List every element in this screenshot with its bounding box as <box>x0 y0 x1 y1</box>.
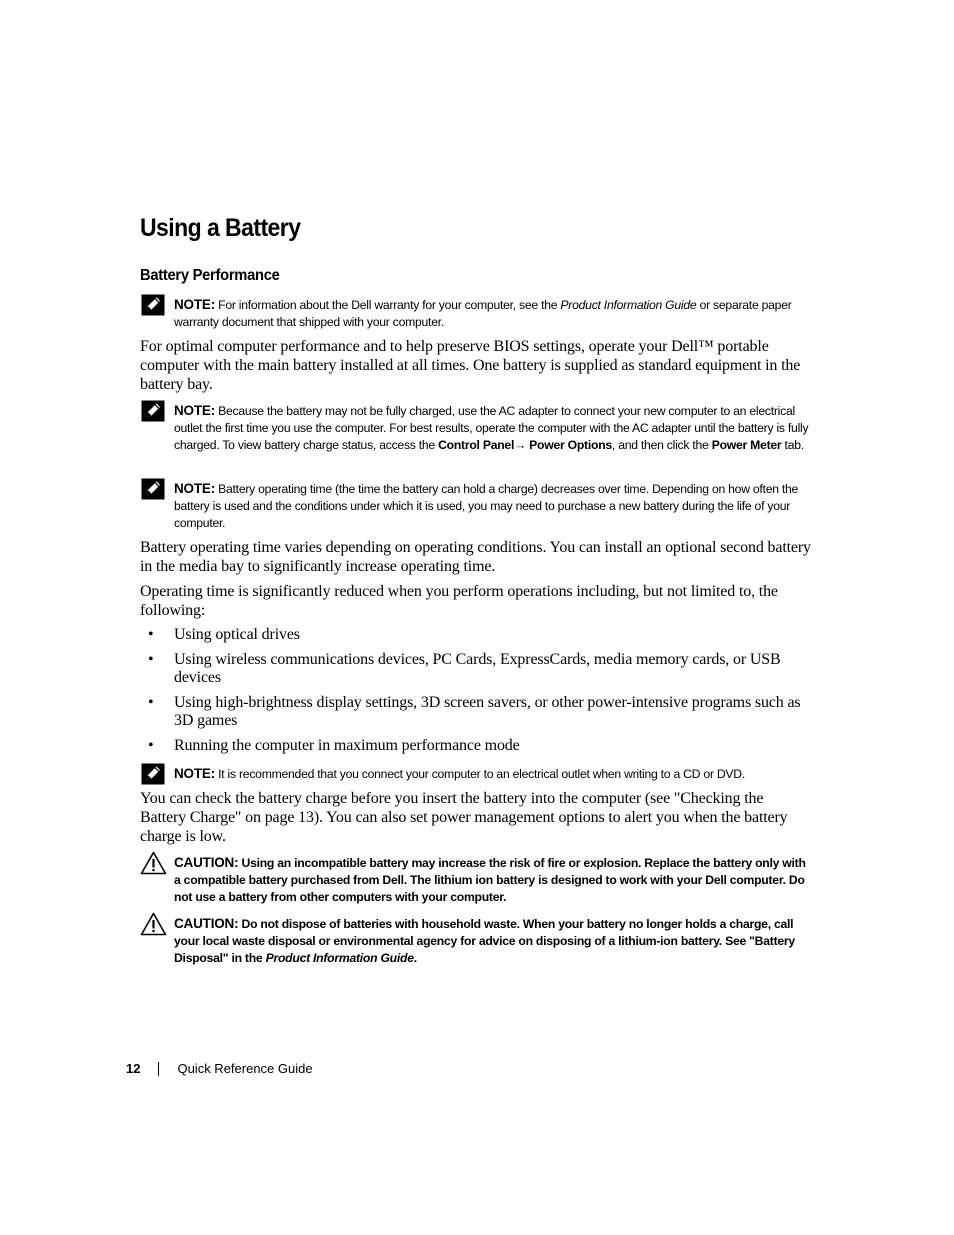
footer-divider <box>158 1062 159 1076</box>
section-heading: Battery Performance <box>140 267 280 284</box>
note-pencil-icon <box>141 294 165 316</box>
page-number: 12 <box>126 1061 141 1076</box>
note-pencil-icon <box>141 400 165 422</box>
caution-triangle-icon <box>140 912 167 936</box>
list-item: • Using high-brightness display settings, 3D screen savers, or other power-intensive programs such as 3D games <box>148 694 801 729</box>
list-item: • Using wireless communications devices, PC Cards, ExpressCards, media memory cards, or USB devices <box>148 651 781 686</box>
page-footer <box>126 1061 313 1076</box>
note-cd-dvd: NOTE: It is recommended that you connect your computer to an electrical outlet when writing to a CD or DVD. <box>174 766 745 781</box>
list-item: • Using optical drives <box>148 626 300 643</box>
power-intensive-list <box>148 626 816 755</box>
paragraph-optimal-performance: For optimal computer performance and to help preserve BIOS settings, operate your Dell™ portable computer with the main battery installed at all times. One battery is supplied as standard equipment in the battery bay. <box>140 338 801 393</box>
note-operating-time: NOTE: Battery operating time (the time the battery can hold a charge) decreases over time. Depending on how often the battery is used and the conditions under which it is used, you may need to purchase a new battery during the life of your computer. <box>174 481 799 530</box>
caution-triangle-icon <box>140 851 167 875</box>
note-label: NOTE: <box>174 403 215 418</box>
note-label: NOTE: <box>174 766 215 781</box>
note-pencil-icon <box>141 478 165 500</box>
paragraph-check-charge: You can check the battery charge before you insert the battery into the computer (see "Checking the Battery Charge" on page 13). You can also set power management options to alert you when the battery charge is low. <box>140 790 788 845</box>
paragraph-operating-time: Battery operating time varies depending on operating conditions. You can install an optional second battery in the media bay to significantly increase operating time. <box>140 539 811 575</box>
note-warranty: NOTE: For information about the Dell warranty for your computer, see the Product Information Guide or separate paper warranty document that shipped with your computer. <box>174 297 792 329</box>
note-pencil-icon <box>141 763 165 785</box>
caution-label: CAUTION: <box>174 916 239 931</box>
list-item: • Running the computer in maximum performance mode <box>148 737 520 754</box>
note-label: NOTE: <box>174 481 215 496</box>
caution-label: CAUTION: <box>174 855 239 870</box>
note-ac-adapter: NOTE: Because the battery may not be fully charged, use the AC adapter to connect your new computer to an electrical outlet the first time you use the computer. For best results, operate the computer with the AC adapter until the battery is fully charged. To view battery charge status, access the Control Panel→ Power Options, and then click the Power Meter tab. <box>174 403 809 452</box>
caution-battery-disposal: CAUTION: Do not dispose of batteries with household waste. When your battery no longer holds a charge, call your local waste disposal or environmental agency for advice on disposing of a lithium-ion battery. See "Battery Disposal" in the Product Information Guide. <box>174 916 795 965</box>
guide-title: Quick Reference Guide <box>177 1061 313 1076</box>
paragraph-reduced-time: Operating time is significantly reduced when you perform operations including, but not limited to, the following: <box>140 583 778 619</box>
page-title: Using a Battery <box>140 214 301 242</box>
caution-incompatible-battery: CAUTION: Using an incompatible battery may increase the risk of fire or explosion. Replace the battery only with a compatible battery purchased from Dell. The lithium ion battery is designed to work with your Dell computer. Do not use a battery from other computers with your computer. <box>174 855 806 904</box>
note-label: NOTE: <box>174 297 215 312</box>
